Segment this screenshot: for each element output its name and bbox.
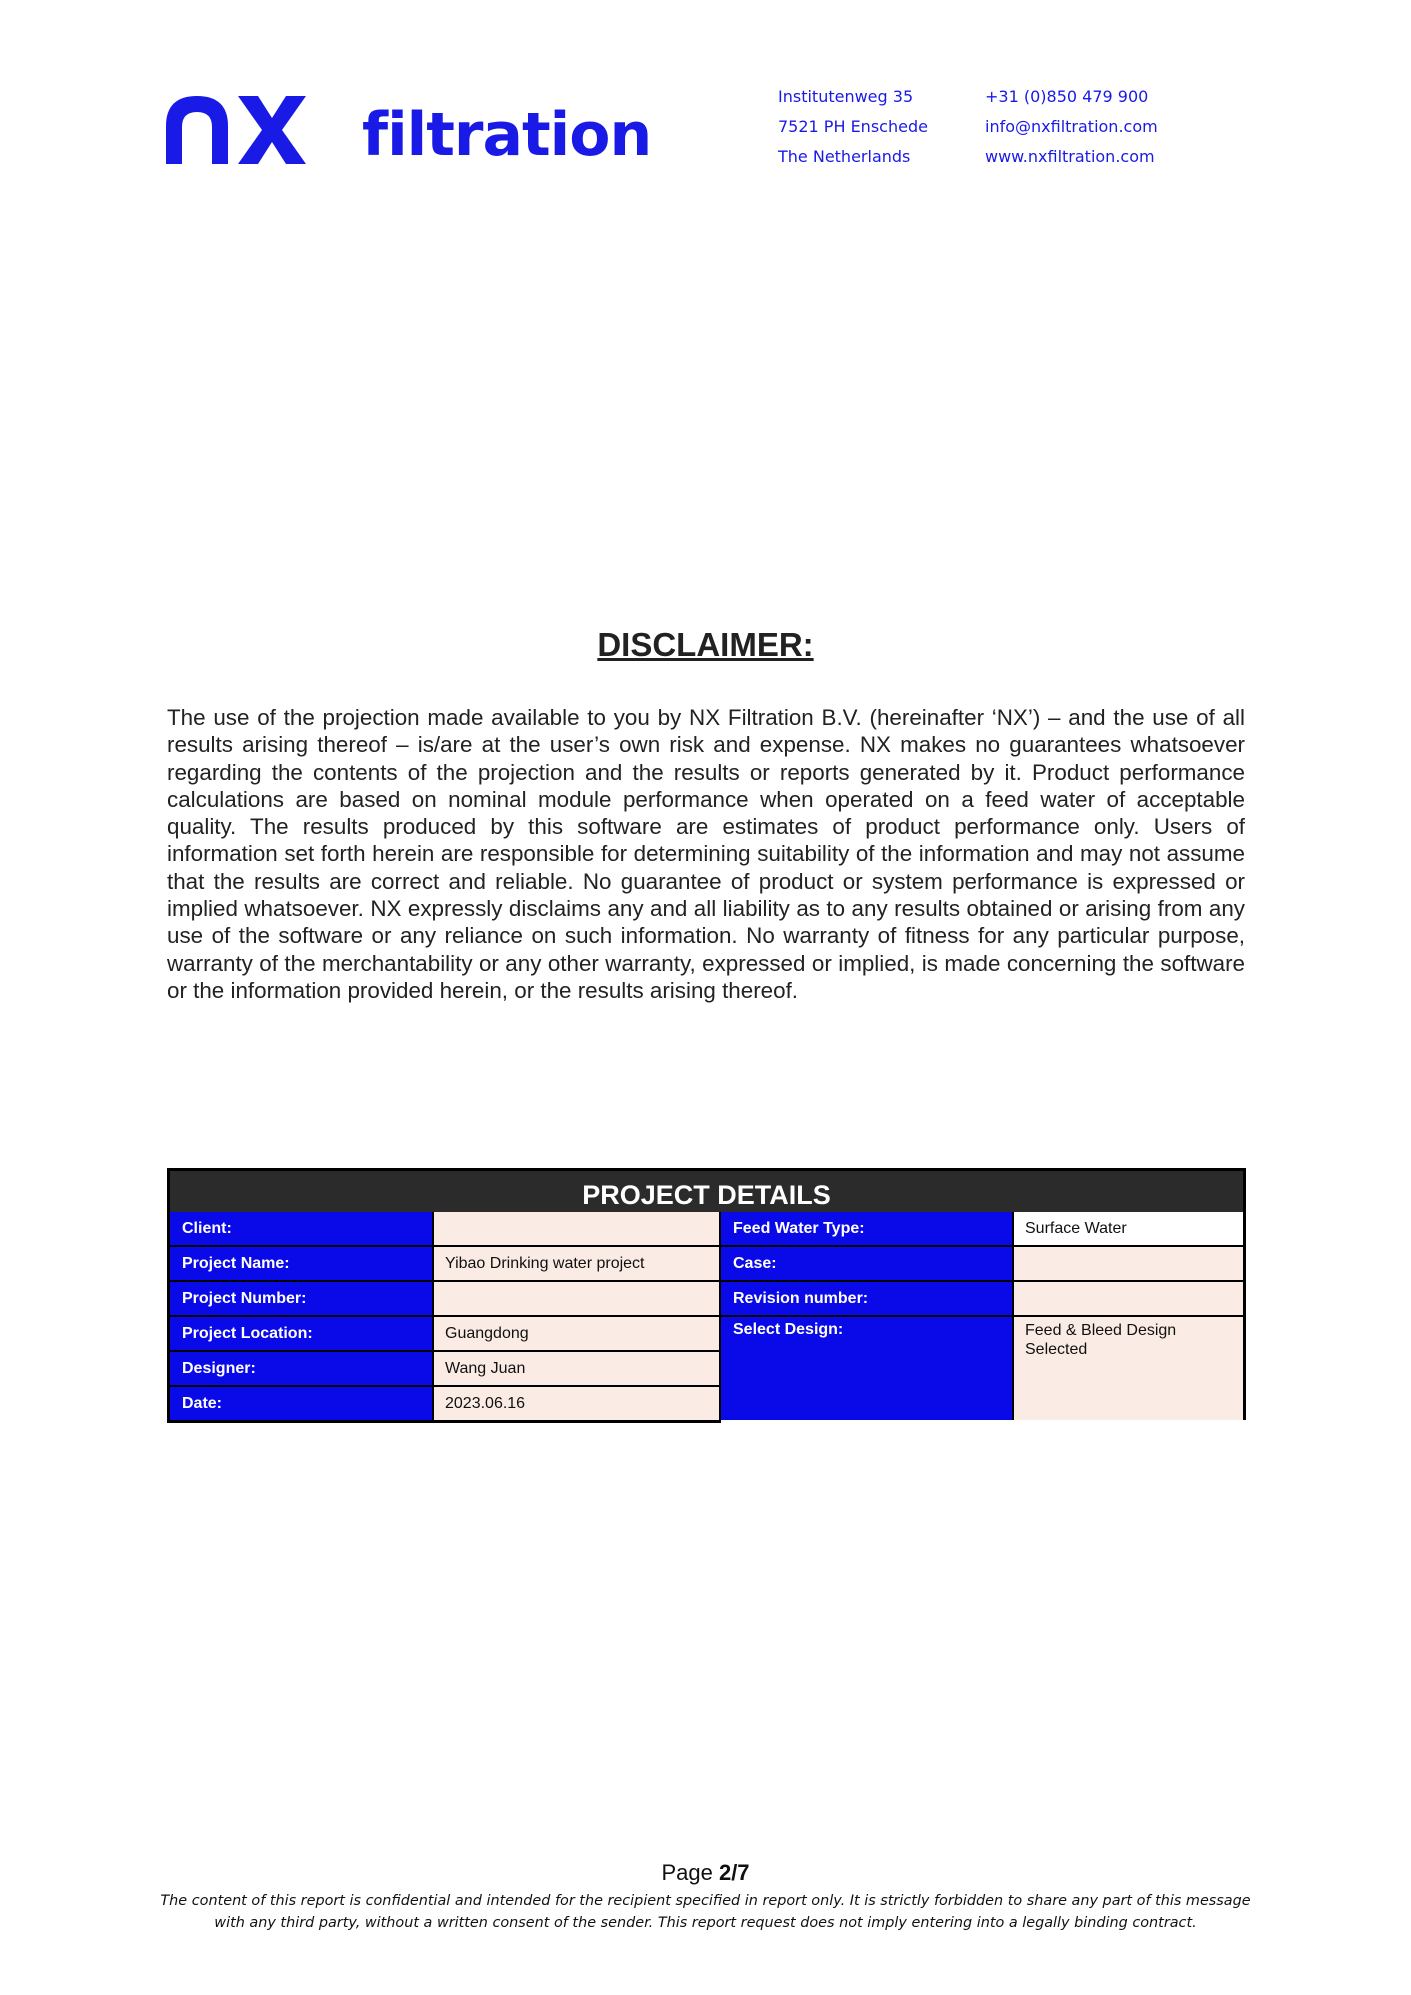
value-project-name: Yibao Drinking water project [432, 1247, 721, 1282]
value-client [432, 1212, 721, 1247]
contact-website: www.nxfiltration.com [985, 147, 1155, 166]
value-case [1012, 1247, 1246, 1282]
company-address [778, 82, 928, 172]
project-details-title: PROJECT DETAILS [167, 1168, 1246, 1212]
value-select-design: Feed & Bleed Design Selected [1012, 1317, 1246, 1420]
label-project-name: Project Name: [167, 1247, 432, 1282]
value-project-location: Guangdong [432, 1317, 721, 1352]
label-client: Client: [167, 1212, 432, 1247]
page-number [0, 1860, 1411, 1886]
page-number-value: 2/7 [718, 1860, 750, 1885]
label-designer: Designer: [167, 1352, 432, 1387]
contact-email: info@nxfiltration.com [985, 117, 1158, 136]
company-contact [985, 82, 1158, 172]
value-project-number [432, 1282, 721, 1317]
confidentiality-line-1: The content of this report is confidential and intended for the recipient specified in report only. It is strictly forbidden to share any part of this message [160, 1893, 1251, 1909]
value-date: 2023.06.16 [432, 1387, 721, 1423]
confidentiality-line-2: with any third party, without a written consent of the sender. This report request does not imply entering into a legally binding contract. [214, 1915, 1197, 1931]
page-number-prefix: Page [661, 1860, 719, 1885]
project-details-table [167, 1168, 1246, 1422]
project-details-body [167, 1212, 1246, 1422]
address-street: Institutenweg 35 [778, 87, 914, 106]
address-city: 7521 PH Enschede [778, 117, 928, 136]
label-feed-water-type: Feed Water Type: [721, 1212, 1012, 1247]
value-revision-number [1012, 1282, 1246, 1317]
label-date: Date: [167, 1387, 432, 1423]
label-case: Case: [721, 1247, 1012, 1282]
confidentiality-notice [0, 1890, 1411, 1934]
nx-logo-icon [166, 96, 306, 164]
label-select-design: Select Design: [721, 1317, 1012, 1420]
value-designer: Wang Juan [432, 1352, 721, 1387]
label-project-number: Project Number: [167, 1282, 432, 1317]
address-country: The Netherlands [778, 147, 911, 166]
logo-wordmark: filtration [362, 100, 652, 170]
value-feed-water-type: Surface Water [1012, 1212, 1246, 1247]
contact-phone: +31 (0)850 479 900 [985, 87, 1149, 106]
label-project-location: Project Location: [167, 1317, 432, 1352]
nx-logo-mark [166, 96, 306, 164]
disclaimer-text: The use of the projection made available to you by NX Filtration B.V. (hereinafter ‘NX’) – and the use of all results arising thereof – is/are at the user’s own risk and expense. NX makes no guarantees whatsoever regarding the contents of the projection and the results or reports generated by it. Product performance calculations are based on nominal module performance when operated on a feed water of acceptable quality. The results produced by this software are estimates of product performance only. Users of information set forth herein are responsible for determining suitability of the information and may not assume that the results are correct and reliable. No guarantee of product or system performance is expressed or implied whatsoever. NX expressly disclaims any and all liability as to any results obtained or arising from any use of the software or any reliance on such information. No warranty of fitness for any particular purpose, warranty of the merchantability or any other warranty, expressed or implied, is made concerning the software or the information provided herein, or the results arising thereof. [167, 705, 1245, 1003]
label-revision-number: Revision number: [721, 1282, 1012, 1317]
disclaimer-title: DISCLAIMER: [597, 626, 814, 663]
